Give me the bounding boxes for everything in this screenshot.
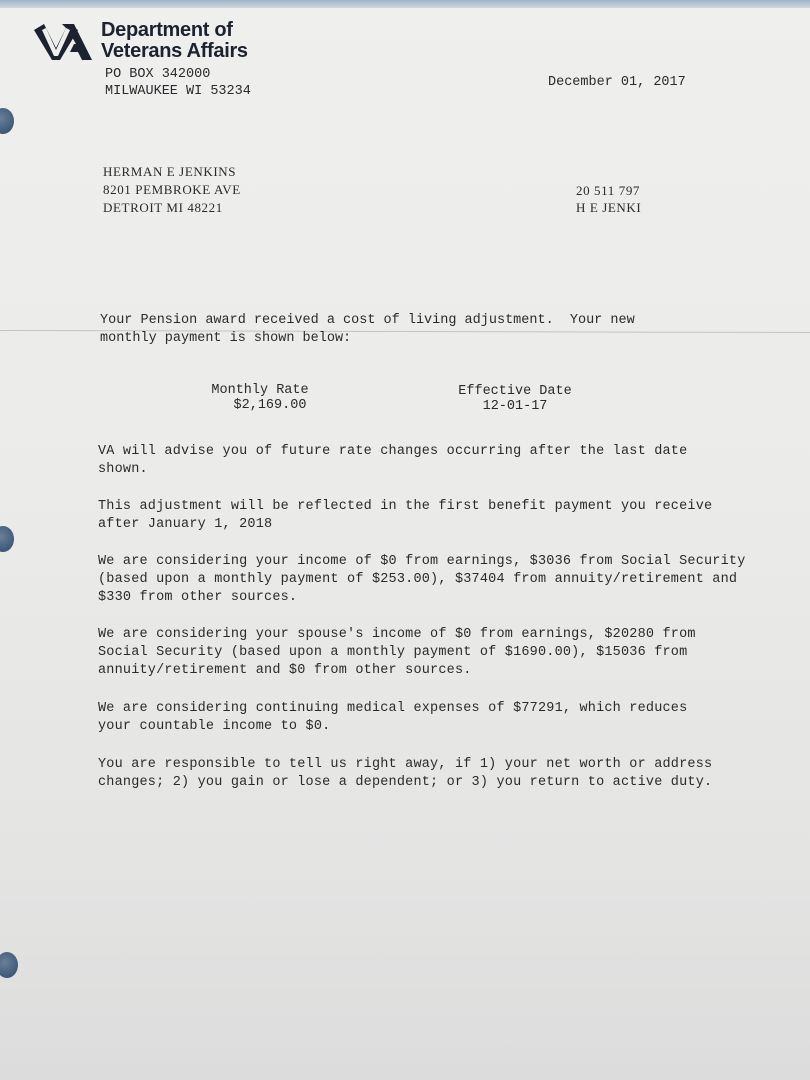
letter-date: December 01, 2017	[548, 75, 686, 90]
paragraph-responsibilities: You are responsible to tell us right away, if 1) your net worth or address changes; 2) you gain or lose a dependent; or 3) you return to active duty.	[98, 757, 713, 790]
paragraph-rate-changes: VA will advise you of future rate changes occurring after the last date shown.	[98, 444, 688, 477]
recipient-city: DETROIT MI 48221	[103, 200, 223, 215]
monthly-rate-label: Monthly Rate	[211, 383, 309, 398]
intro-line-1: Your Pension award received a cost of living adjustment. Your new	[100, 313, 635, 328]
org-name	[101, 20, 248, 62]
file-number: 20 511 797	[576, 183, 641, 198]
intro-line-2: monthly payment is shown below:	[100, 331, 352, 346]
sender-city: MILWAUKEE WI 53234	[105, 84, 251, 99]
effective-date-label: Effective Date	[458, 384, 572, 399]
binder-hole	[0, 952, 18, 978]
recipient-name: HERMAN E JENKINS	[103, 164, 237, 179]
paragraph-veteran-income: We are considering your income of $0 from earnings, $3036 from Social Security (based upon a monthly payment of $253.00), $37404 from annuity/retirement and $330 from other sources.	[98, 554, 746, 605]
binder-hole	[0, 108, 14, 134]
page-top-edge	[0, 0, 810, 8]
recipient-street: 8201 PEMBROKE AVE	[103, 182, 241, 197]
va-logo-icon	[34, 20, 92, 60]
paragraph-adjustment: This adjustment will be reflected in the first benefit payment you receive after January 1, 2018	[98, 499, 713, 532]
org-name-line2: Veterans Affairs	[101, 40, 248, 62]
org-name-line1: Department of	[101, 19, 233, 41]
paragraph-medical-expenses: We are considering continuing medical expenses of $77291, which reduces your countable income to $0.	[98, 701, 688, 734]
sender-po-box: PO BOX 342000	[105, 67, 211, 82]
binder-hole	[0, 526, 14, 552]
paragraph-spouse-income: We are considering your spouse's income of $0 from earnings, $20280 from Social Security (based upon a monthly payment of $1690.00), $15036 from annuity/retirement and $0 from other sources.	[98, 627, 696, 678]
effective-date-value: 12-01-17	[482, 399, 548, 414]
recipient-short-name: H E JENKI	[576, 200, 642, 215]
monthly-rate-value: $2,169.00	[233, 398, 307, 413]
